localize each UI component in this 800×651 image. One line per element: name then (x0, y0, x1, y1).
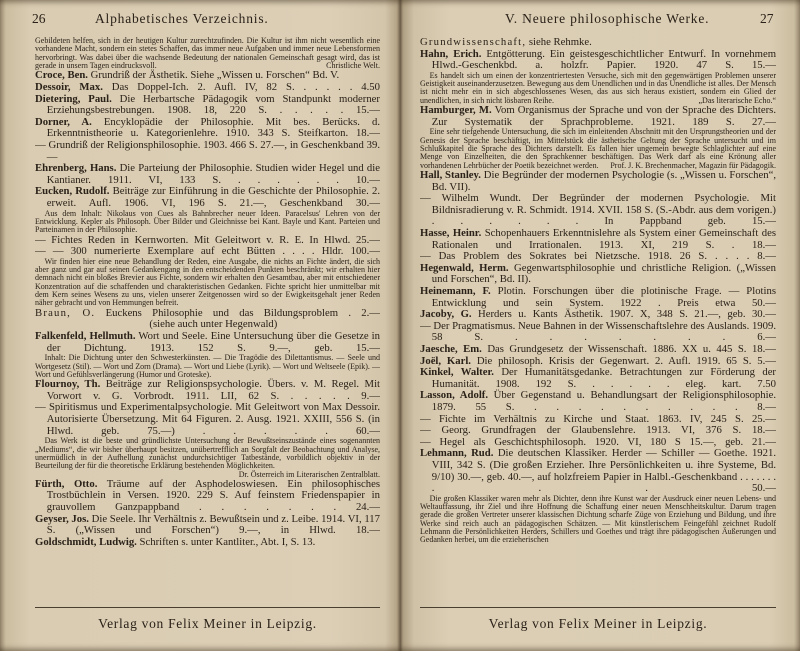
entry-text: — Fichtes Reden in Kernworten. Mit Geleitwort v. R. E. In Hlwd. 25.— (35, 233, 380, 246)
review-note (35, 37, 380, 70)
author-name: Dorner, A. (35, 115, 92, 128)
running-head: V. Neuere philosophische Werke. (505, 11, 710, 26)
entry-text: — Wilhelm Wundt. Der Begründer der modernen Psychologie. Mit Bildnisradierung v. R. Schmidt. 1914. XVII. 158 S. (S.-Abdr. aus dem vorigen.) . . . . . . In Pappband geb. 15.— (420, 192, 776, 228)
catalog-entry (35, 331, 380, 354)
entry-text: siehe Rehmke. (528, 37, 592, 48)
catalog-entry (420, 448, 776, 494)
catalog-entry (35, 186, 380, 209)
catalog-entry (35, 402, 380, 437)
entry-text: Das Doppel-Ich. 2. Aufl. IV, 82 S. . . . . . 4.50 (111, 80, 380, 93)
entry-text: — — 300 numerierte Exemplare auf echt Bütten . . . . Hldr. 100.— (35, 245, 380, 258)
catalog-entry (420, 321, 776, 344)
entry-text: Die deutschen Klassiker. Herder — Schiller — Goethe. 1921. VIII, 342 S. (Die großen Erzieher. Ihre Persönlichkeiten u. ihre Systeme, Bd. 9/10) 30.—, geb. 40.—, auf holzfreiem Papier in Halbl.-Geschenkband . . . . . . . . . . 50.— (431, 447, 776, 495)
note-source: Dr. Österreich im Literarischen Zentralblatt. (238, 469, 380, 479)
catalog-entry (35, 379, 380, 402)
entry-text: Wort und Seele. Eine Untersuchung über die Gesetze in der Dichtung. 1913. 152 S. 9.—, geb. 15.— (46, 329, 380, 354)
entry-text: Entgötterung. Ein geistesgeschichtlicher Entwurf. In vornehmem Hlwd.-Geschenkbd. a. holzfr. Papier. 1920. 47 S. 15.— (431, 47, 776, 72)
entry-text: Über Gegenstand u. Behandlungsart der Religionsphilosophie. 1879. 55 S. . . . . . . . . . . 8.— (431, 389, 776, 413)
author-name: Flournoy, Th. (35, 378, 101, 391)
footer-rule (35, 607, 380, 608)
author-name: Geyser, Jos. (35, 512, 89, 525)
note-source: Christliche Welt. (326, 61, 380, 71)
note-source: „Das literarische Echo.“ (698, 95, 776, 105)
entry-text: Plotin. Forschungen über die plotinische Frage. — Plotins Entwicklung und sein System. 1922 . Preis etwa 50.— (431, 285, 776, 309)
catalog-entry (35, 479, 380, 514)
entry-text: Gegenwartsphilosophie und christliche Religion. („Wissen und Forschen“, Bd. II). (431, 261, 776, 286)
entry-text: Herders u. Kants Ästhetik. 1907. X, 348 S. 21.—, geb. 30.— (478, 308, 776, 321)
author-name: Hamburger, M. (420, 104, 492, 117)
note-text: Inhalt: Die Dichtung unter den Schwesterkünsten. — Die Tragödie des Dilettantismus. — Seele und Wortgesetz (Stil). — Wort und Zorn (Drama). — Wort und Liebe (Lyrik). — Wort und Weltseele (Epik). — Wort und Gefühlsverlängerung (Humor und Groteske). (35, 353, 380, 379)
note-text: Eine sehr tiefgehende Untersuchung, die sich im einleitenden Abschnitt mit den Ursprungstheorien und der Genesis der Sprache beschäftigt, im Mittelstück die ästhetische Geltung der Sprache untersucht und im Schlußkapitel die Sprache des Dichters darstellt. Es fallen hier ungemein bewegte Schlaglichter auf eine Menge von Einzelheiten, die den Sprachkenner beschäftigen. Das Werk darf als eine Krönung aller vorhandenen Lehrbücher der Poetik bezeichnet werden. (420, 127, 776, 170)
entry-text: — Das Problem des Sokrates bei Nietzsche. 1918. 26 S. . . . . 8.— (420, 250, 776, 263)
entry-text: Grundriß der Ästhetik. Siehe „Wissen u. Forschen“ Bd. V. (90, 69, 340, 82)
author-name: Eucken, Rudolf. (35, 185, 110, 198)
catalog-entry (420, 228, 776, 251)
author-name: Joël, Karl. (420, 354, 471, 367)
footer-rule (420, 607, 776, 608)
catalog-entry (420, 193, 776, 228)
catalog-entry (420, 105, 776, 128)
entry-text: Die Begründer der modernen Psychologie (s. „Wissen u. Forschen“, Bd. VII). (431, 169, 776, 193)
author-name: Dessoir, Max. (35, 80, 103, 93)
entry-text: Vom Organismus der Sprache und von der Sprache des Dichters. Zur Systematik der Sprachprobleme. 1921. 189 S. 27.— (431, 104, 776, 128)
entry-text: — Der Pragmatismus. Neue Bahnen in der Wissenschaftslehre des Auslands. 1909. 58 S. . . . . . . . 6.— (420, 319, 776, 344)
author-name: Hahn, Erich. (420, 47, 482, 60)
publisher-footer: Verlag von Felix Meiner in Leipzig. (488, 616, 708, 631)
page-number: 27 (760, 11, 774, 26)
review-note (420, 72, 776, 105)
entry-text: Euckens Philosophie und das Bildungsproblem . 2.— (105, 306, 380, 319)
author-name: Kinkel, Walter. (420, 366, 494, 379)
catalog-column (420, 37, 776, 605)
catalog-entry (35, 94, 380, 117)
entry-text: Beiträge zur Religionspsychologie. Übers. v. M. Regel. Mit Vorwort v. G. Vorbrodt. 1911. LII, 62 S. . . . . . 9.— (46, 378, 380, 402)
entry-text: — Grundriß der Religionsphilosophie. 1903. 466 S. 27.—, in Geschenkband 39.— (35, 138, 380, 163)
catalog-entry (35, 308, 380, 331)
note-text: Das Werk ist die beste und gründlichste Untersuchung der Bewußtseinszustände eines sogenannten „Mediums“, die wir bisher überhaupt besitzen, unübertrefflich an Sorgfalt der Beobachtung und Analyse, unermüdlich in der Aufhellung zunächst undurchsichtiger Tatbestände, vorbildlich objektiv in der Beurteilung der für die theoretische Erklärung bestehenden Möglichkeiten. (35, 436, 380, 471)
review-note (35, 437, 380, 479)
entry-text: Die philosoph. Krisis der Gegenwart. 2. Aufl. 1919. 65 S. 5.— (476, 354, 776, 367)
catalog-entry (35, 117, 380, 140)
catalog-entry (35, 140, 380, 163)
entry-text: Der Humanitätsgedanke. Betrachtungen zur Förderung der Humanität. 1908. 192 S. . . . . . eleg. kart. 7.50 (431, 366, 776, 390)
author-name: Hasse, Heinr. (420, 227, 482, 240)
right-page (400, 0, 800, 651)
catalog-entry (420, 49, 776, 72)
note-text: Wir finden hier eine neue Behandlung der Reden, eine Ausgabe, die nichts an Fichte ändert, die sich aber ganz und gar auf seinen Gedankengang in den entscheidenden Punkten beschränkt; wir erhalten hier demnach nicht ein bloßes Brevier aus Fichte, sondern wir erhalten den Gesamtbau, aber mit entschiedener Konzentration auf die schaffenden und charakteristischen Gedanken. Fichte spricht hier unmittelbar mit dem Kern seines Wesens zu uns, vielen unserer Zeitgenossen wird so der Ewigkeitsgehalt jener Reden näher gebracht und von Hemmungen befreit. (35, 256, 380, 308)
catalog-entry (420, 390, 776, 413)
note-text: Es handelt sich um einen der konzentriertesten Versuche, sich mit den gegenwärtigen Problemen unserer Geistigkeit auseinanderzusetzen. Bewegung aus dem Unendlichen und in das Unendliche ist alles. Der Mensch ist nicht mehr ein in sich abgeschlossenes Wesen, das aus sich heraus existiert, sondern ein Glied der unendlichen, in sich nicht lösbaren Reihe. (420, 70, 776, 105)
author-name: Fürth, Otto. (35, 477, 98, 490)
entry-text: Träume auf der Asphodeloswiesen. Ein philosophisches Trostbüchlein in Versen. 1920. 229 S. Auf feinstem Friedenspapier in grauvollem Ganzpappband . . . . . . . 24.— (46, 477, 380, 514)
publisher-footer: Verlag von Felix Meiner in Leipzig. (98, 616, 317, 631)
author-name: Falkenfeld, Hellmuth. (35, 329, 136, 342)
entry-text: Das Grundgesetz der Wissenschaft. 1886. XX u. 445 S. 18.— (487, 342, 776, 355)
note-text: Gebildeten helfen, sich in der heutigen Kultur zurechtzufinden. Die Kultur ist ihm nicht wesentlich eine vorhandene Macht, sondern ein stetes Schaffen, das immer neue Aufgaben und immer neue Lebensformen hervorbringt. Was dabei über die wachsende Bedeutung der nationalen Gemeinschaft gesagt wird, das ist gerade in unsern Tagen eindrucksvoll. (35, 37, 380, 71)
entry-text: — Spiritismus und Experimentalpsychologie. Mit Geleitwort von Max Dessoir. Autorisierte Übersetzung. Mit 64 Figuren. 2. Ausg. 1921. XXIII, 556 S. (in Hlwd. geb. 75.—) . . . . . 60.— (35, 401, 380, 437)
catalog-entry (420, 286, 776, 309)
review-note (420, 128, 776, 170)
author-name: Croce, Ben. (35, 69, 88, 82)
entry-text: Schriften s. unter Kantliter., Abt. I, S. 13. (139, 535, 316, 548)
catalog-entry (35, 163, 380, 186)
author-name: Hegenwald, Herm. (420, 261, 509, 274)
author-name: Grundwissenschaft, (420, 37, 527, 48)
author-name: Dietering, Paul. (35, 92, 112, 105)
cross-reference: (siehe auch unter Hegenwald) (149, 318, 278, 331)
author-name: Heinemann, F. (420, 285, 491, 297)
entry-text: Schopenhauers Erkenntnislehre als System einer Gemeinschaft des Rationalen und Irrationalen. 1913. XI, 219 S. . 18.— (431, 227, 776, 251)
entry-text: Die Parteiung der Philosophie. Studien wider Hegel und die Kantianer. 1911. VI, 133 S. . . . . . . 10.— (46, 162, 380, 186)
review-note (420, 495, 776, 545)
review-note (35, 210, 380, 235)
author-name: Jaesche, Em. (420, 342, 482, 355)
entry-text: Beiträge zur Einführung in die Geschichte der Philosophie. 2. erweit. Aufl. 1906. VI, 196 S. 21.—, Geschenkband 30.— (46, 185, 380, 209)
entry-text: Die Herbartsche Pädagogik vom Standpunkt moderner Erziehungsbestrebungen. 1908. 18, 220 S. . . . . . 15.— (46, 92, 380, 117)
entry-text: Encyklopädie der Philosophie. Mit bes. Berücks. d. Erkenntnistheorie u. Kategorienlehre. 1910. 343 S. Steifkarton. 18.— (46, 115, 380, 140)
author-name: Hall, Stanley. (420, 169, 481, 182)
catalog-entry (35, 514, 380, 537)
review-note (35, 354, 380, 379)
page-number: 26 (32, 11, 46, 26)
catalog-entry (420, 263, 776, 286)
entry-text: — Georg. Grundfragen der Glaubenslehre. 1913. VI, 376 S. 18.— (420, 424, 776, 437)
entry-text: — Fichte im Verhältnis zu Kirche und Staat. 1863. IV, 245 S. 25.— (420, 412, 776, 425)
author-name: Ehrenberg, Hans. (35, 162, 117, 175)
author-name: Jacoby, G. (420, 308, 472, 321)
author-name: Lehmann, Rud. (420, 447, 494, 460)
catalog-entry (420, 170, 776, 193)
review-note (35, 258, 380, 308)
catalog-column (35, 37, 380, 605)
catalog-entry (420, 367, 776, 390)
catalog-entry (35, 537, 380, 549)
running-head: Alphabetisches Verzeichnis. (95, 11, 269, 26)
author-name: Goldschmidt, Ludwig. (35, 535, 137, 548)
entry-text: — Hegel als Geschichtsphilosoph. 1920. VI, 180 S 15.—, geb. 21.— (420, 435, 776, 448)
entry-text: Die Seele. Ihr Verhältnis z. Bewußtsein und z. Leibe. 1914. VI, 117 S. („Wissen und Forschen“) 9.—, in Hlwd. 18.— (46, 512, 380, 537)
author-name: Lasson, Adolf. (420, 389, 489, 402)
note-text: Aus dem Inhalt: Nikolaus von Cues als Bahnbrecher neuer Ideen. Paracelsus' Lehren von der Entwicklung. Kepler als Philosoph. Über Bilder und Gleichnisse bei Kant. Bayle und Kant. Parteien und Parteinamen in der Philosophie. (35, 208, 380, 235)
note-text: Die großen Klassiker waren mehr als Dichter, denn ihre Kunst war der Ausdruck einer neuen Lebens- und Weltauffassung, ihr Ziel und ihre Hoffnung die Schaffung einer neuen Menschheitskultur. Darum tragen gerade die großen Vertreter unserer klassischen Dichtung scharfe Züge von Erziehung und Bildung, und ihre Werke sind reich auch an pädagogischen Schätzen. — Mit künstlerischem Feingefühl zeichnet Rudolf Lehmann die Persönlichkeiten Herders, Schillers und Goethes und trägt ihre pädagogischen Äußerungen und Gedanken herbei, um die erzieherischen (420, 493, 776, 545)
note-source: Prof. J. K. Brechenmacher, Magazin für Pädagogik. (610, 160, 776, 170)
author-name: Braun, O. (35, 306, 96, 319)
